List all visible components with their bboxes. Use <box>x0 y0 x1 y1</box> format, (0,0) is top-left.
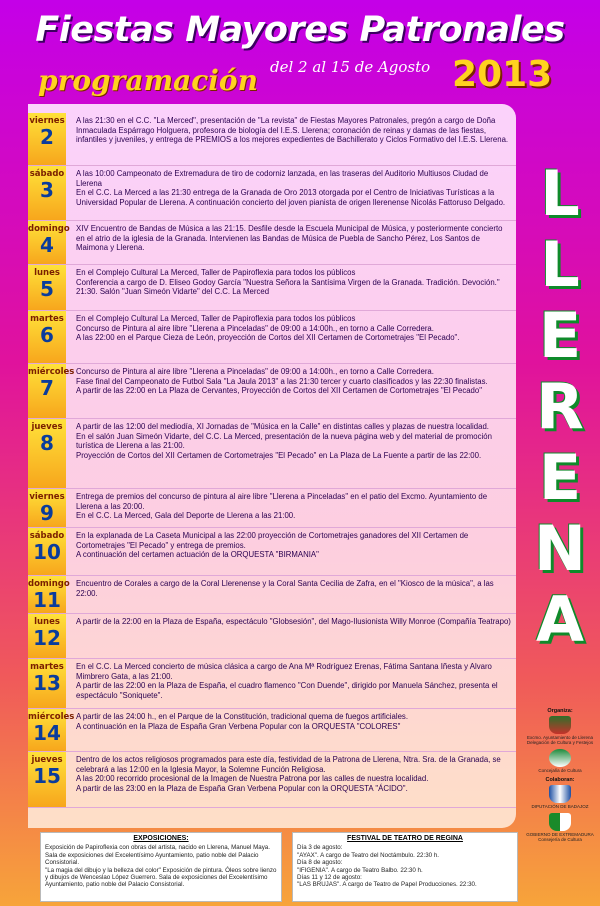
teatro-line-4: "IFIGENIA". A cargo de Teatro Balbo. 22:30 h. <box>297 866 423 874</box>
day-badge <box>28 528 66 575</box>
event-line: A partir de las 24:00 h., en el Parque de la Constitución, tradicional quema de fuegos artificiales. <box>76 712 408 721</box>
day-events <box>76 752 516 795</box>
ayuntamiento-crest-icon <box>549 716 571 734</box>
day-row <box>28 419 516 489</box>
side-letter: L <box>540 228 580 301</box>
day-events <box>76 311 516 345</box>
day-name: martes <box>30 314 64 324</box>
event-line: A las 22:00 en el Parque Cieza de León, proyección de Cortos del XII Certamen de Cortometrajes "El Pecado". <box>76 333 460 343</box>
side-letter: E <box>538 441 582 514</box>
day-events <box>76 364 516 398</box>
consejeria-label: Consejería de Cultura <box>538 837 582 842</box>
event-line: A continuación en la Plaza de España Gran Verbena Popular con la ORQUESTA "COLORES" <box>76 721 401 731</box>
day-name: viernes <box>29 492 65 502</box>
programacion-label: programación <box>38 64 258 97</box>
teatro-title: FESTIVAL DE TEATRO DE REGINA <box>347 835 463 842</box>
event-line: A partir de las 22:00 en La Plaza de Cervantes, Proyección de Cortos del XII Certamen de Cortometrajes "El Pecado" <box>76 386 482 396</box>
day-badge <box>28 489 66 527</box>
llerena-vertical-word <box>530 158 590 655</box>
teatro-box <box>292 832 518 902</box>
day-number: 6 <box>40 323 54 347</box>
event-line: A partir de las 12:00 del mediodía, XI Jornadas de "Música en la Calle" en distintas calles y plazas de nuestra localidad. <box>76 422 489 431</box>
day-badge <box>28 659 66 708</box>
day-badge <box>28 419 66 488</box>
event-line: Dentro de los actos religiosos programados para este día, festividad de la Patrona de Llerena, Ntra. Sra. de la Granada, se celebrará a las 12:00 en la Iglesia Mayor, la Solemne Función Religiosa. <box>76 755 501 774</box>
exposiciones-box <box>40 832 282 902</box>
day-row <box>28 659 516 709</box>
side-letter: R <box>536 370 584 443</box>
day-events <box>76 528 516 562</box>
day-number: 7 <box>40 376 54 400</box>
teatro-line-2: "AYAX". A cargo de Teatro del Noctámbulo. 22:30 h. <box>297 851 439 859</box>
event-line: A partir de las 22:00 en la Plaza de España, el cuadro flamenco "Con Duende", dirigido por Manuela Sánchez, presenta el espectáculo "Soniquete". <box>76 681 498 700</box>
gobierno-block <box>525 813 595 842</box>
event-line: Entrega de premios del concurso de pintura al aire libre "Llerena a Pinceladas" en el patio del Excmo. Ayuntamiento de Llerena a las 20:00. <box>76 492 488 511</box>
day-number: 11 <box>33 588 61 612</box>
diputacion-label: DIPUTACIÓN DE BADAJOZ <box>531 804 589 809</box>
day-events <box>76 419 516 462</box>
exposicion-2: "La magia del dibujo y la belleza del color" Exposición de pintura. Óleos sobre lienzo y dibujos de Wenceslao López Guerrero. Sala de exposiciones del Excelentísimo Ayuntamiento, patio noble del Palacio Consistorial. <box>45 866 277 889</box>
day-row <box>28 221 516 265</box>
day-row <box>28 489 516 528</box>
diputacion-logo-icon <box>549 785 571 803</box>
day-events <box>76 166 516 209</box>
day-number: 5 <box>40 277 54 301</box>
concejalia-logo-icon <box>549 749 571 767</box>
day-events <box>76 265 516 299</box>
event-line: Concurso de Pintura al aire libre "Llerena a Pinceladas" de 09:00 a 14:00h., en torno a Calle Corredera. <box>76 323 434 333</box>
day-badge <box>28 709 75 751</box>
year: 2013 <box>452 54 553 95</box>
event-line: En el C.C. La Merced, Gala del Deporte de Llerena a las 21:00. <box>76 511 296 521</box>
day-row <box>28 752 516 808</box>
day-badge <box>28 614 66 658</box>
day-name: miércoles <box>28 367 75 377</box>
day-name: sábado <box>29 169 65 179</box>
side-letter: A <box>536 583 584 656</box>
event-line: XIV Encuentro de Bandas de Música a las 21:15. Desfile desde la Escuela Municipal de Música, y posteriormente concierto en el atrio de la iglesia de la Granada. Intervienen las Bandas de Música de Puebla de Sancho Pérez, Los Santos de Maimona y Llerena. <box>76 224 503 253</box>
day-name: jueves <box>31 755 63 765</box>
concejalia-label: Concejalía de Cultura <box>538 768 582 773</box>
event-line: A las 20:00 recorrido procesional de la Imagen de Nuestra Patrona por las calles de nuestra localidad. <box>76 774 429 784</box>
day-row <box>28 265 516 311</box>
day-number: 9 <box>40 501 54 525</box>
day-row <box>28 709 516 752</box>
event-line: En el salón Juan Simeón Vidarte, del C.C. La Merced, presentación de la nueva página web y del material de promoción turística de Llerena a las 21:00. <box>76 431 492 451</box>
day-name: domingo <box>28 224 70 234</box>
day-name: miércoles <box>28 712 75 722</box>
day-name: sábado <box>29 531 65 541</box>
day-events <box>76 709 516 733</box>
day-badge <box>28 752 66 807</box>
exposicion-1: Exposición de Papiroflexia con obras del artista, nacido en Llerena, Manuel Maya. Sala de exposiciones del Excelentísimo Ayuntamiento, patio noble del Palacio Consistorial. <box>45 844 270 867</box>
event-line: En el Complejo Cultural La Merced, Taller de Papiroflexia para todos los públicos <box>76 314 356 323</box>
day-events <box>76 659 516 702</box>
day-name: jueves <box>31 422 63 432</box>
day-events <box>76 113 516 147</box>
event-line: A las 10:00 Campeonato de Extremadura de tiro de codorniz lanzada, en las traseras del Auditorio Multiusos Ciudad de Llerena <box>76 169 489 188</box>
date-range: del 2 al 15 de Agosto <box>270 58 431 76</box>
event-line: En el C.C. La Merced a las 21:30 entrega de la Granada de Oro 2013 otorgada por el Centro de Iniciativas Turísticas a la Universidad Popular de Llerena. A continuación concierto del joven pianista de origen llerenense Nicolás Fattoruso Delgado. <box>76 188 506 207</box>
day-number: 2 <box>40 125 54 149</box>
day-number: 13 <box>33 671 61 695</box>
header <box>0 0 600 110</box>
concejalia-block <box>525 749 595 773</box>
teatro-line-1: Día 3 de agosto: <box>297 844 343 852</box>
day-row <box>28 364 516 419</box>
event-line: A partir de las 23:00 en la Plaza de España Gran Verbena Popular con la ORQUESTA "ÁCIDO". <box>76 783 408 793</box>
event-line: En el C.C. La Merced concierto de música clásica a cargo de Ana Mª Rodríguez Erenas, Fátima Santana Iñesta y Alvaro Mimbrero Gata, a las 21:00. <box>76 662 492 681</box>
day-badge <box>28 113 66 165</box>
day-name: lunes <box>34 268 60 278</box>
event-line: En la explanada de La Caseta Municipal a las 22:00 proyección de Cortometrajes ganadores del XII Certamen de Cortometrajes "El Pecado" y entrega de premios. <box>76 531 469 550</box>
day-events <box>76 614 516 629</box>
event-line: Encuentro de Corales a cargo de la Coral Llerenense y la Coral Santa Cecilia de Zafra, en el "Kiosco de la música", a las 22:00. <box>76 579 494 598</box>
event-line: A continuación del certamen actuación de la ORQUESTA "BIRMANIA" <box>76 550 319 560</box>
teatro-line-3: Día 8 de agosto: <box>297 859 343 867</box>
event-line: Concurso de Pintura al aire libre "Llerena a Pinceladas" de 09:00 a 14:00h., en torno a Calle Corredera. <box>76 367 434 376</box>
day-badge <box>28 311 66 363</box>
teatro-line-5: Días 11 y 12 de agosto: <box>297 874 362 882</box>
teatro-line-6: "LAS BRUJAS". A cargo de Teatro de Papel Producciones. 22:30. <box>297 881 477 889</box>
event-line: En el Complejo Cultural La Merced, Taller de Papiroflexia para todos los públicos <box>76 268 356 277</box>
day-number: 12 <box>33 626 61 650</box>
sponsor-logos <box>525 708 595 846</box>
colaboran-label: Colaboran: <box>545 777 575 783</box>
day-badge <box>28 265 66 310</box>
organiza-block <box>525 708 595 745</box>
day-number: 15 <box>33 764 61 788</box>
gobierno-label: GOBIERNO DE EXTREMADURA <box>526 832 594 837</box>
day-badge <box>28 576 70 613</box>
day-number: 8 <box>40 431 54 455</box>
day-number: 4 <box>40 233 54 257</box>
event-line: Conferencia a cargo de D. Eliseo Godoy García "Nuestra Señora la Santísima Virgen de la Granada. Tradición. Devoción." 21:30. Salón "Juan Simeón Vidarte" del C.C. La Merced <box>76 277 500 297</box>
side-letter: N <box>534 512 586 585</box>
program-list <box>28 113 516 808</box>
day-badge <box>28 166 66 220</box>
day-row <box>28 528 516 576</box>
day-name: lunes <box>34 617 60 627</box>
day-badge <box>28 364 75 418</box>
day-events <box>76 489 516 523</box>
exposiciones-title: EXPOSICIONES: <box>133 835 189 842</box>
ayuntamiento-label: Excmo. Ayuntamiento de Llerena Delegación de Cultura y Festejos <box>526 735 594 745</box>
day-badge <box>28 221 70 264</box>
organiza-label: Organiza: <box>547 708 573 714</box>
side-letter: E <box>538 299 582 372</box>
day-events <box>76 576 516 600</box>
day-number: 3 <box>40 178 54 202</box>
gobierno-flag-icon <box>549 813 571 831</box>
event-line: Fase final del Campeonato de Futbol Sala "La Jaula 2013" a las 21:30 tercer y cuarto clasificados y las 22:30 finalistas. <box>76 376 488 386</box>
day-number: 14 <box>33 721 61 745</box>
day-row <box>28 576 516 614</box>
colaboran-block <box>525 777 595 809</box>
day-name: viernes <box>29 116 65 126</box>
day-number: 10 <box>33 540 61 564</box>
day-row <box>28 166 516 221</box>
side-letter: L <box>540 157 580 230</box>
poster-title: Fiestas Mayores Patronales <box>35 10 565 50</box>
event-line: A partir de la 22:00 en la Plaza de España, espectáculo "Globsesión", del Mago-Ilusionista Willy Monroe (Compañía Teatrapo) <box>76 617 511 626</box>
day-row <box>28 311 516 364</box>
event-line: Proyección de Cortos del XII Certamen de Cortometrajes "El Pecado" en La Plaza de La Fuente a partir de las 22:00. <box>76 450 482 460</box>
day-name: domingo <box>28 579 70 589</box>
day-row <box>28 614 516 659</box>
day-row <box>28 113 516 166</box>
event-line: A las 21:30 en el C.C. "La Merced", presentación de "La revista" de Fiestas Mayores Patronales, pregón a cargo de Doña Inmaculada Espárrago Holguera, profesora de biología del I.E.S. Llerena; coronación de reinas y damas de las fiestas, infantiles y juveniles, y entrega de PREMIOS a los mejores expedientes de Bachillerato y Ciclos Formativo del I.E.S. Llerena. <box>76 116 509 145</box>
day-name: martes <box>30 662 64 672</box>
day-events <box>76 221 516 255</box>
